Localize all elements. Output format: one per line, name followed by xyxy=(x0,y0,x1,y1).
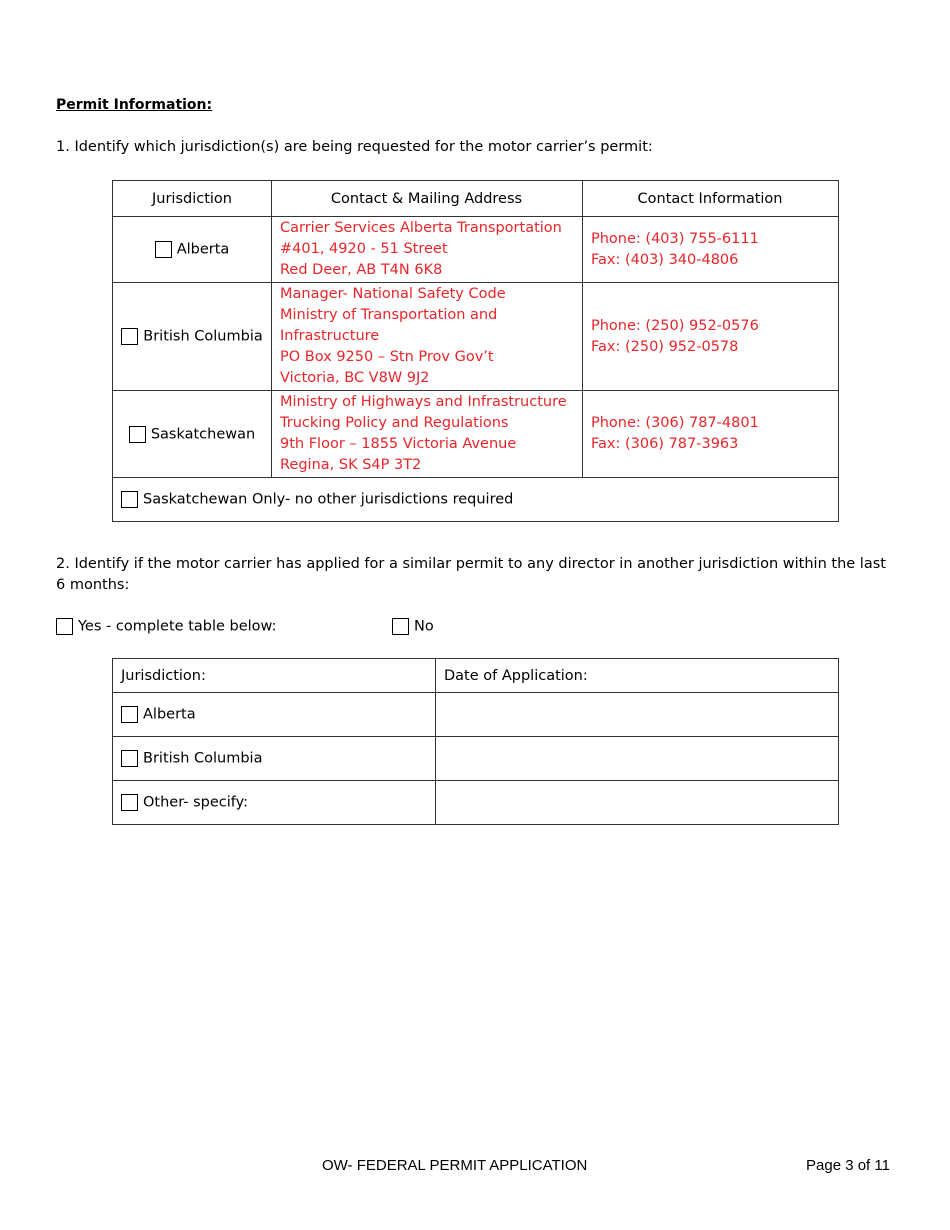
prior-application-table xyxy=(112,658,839,825)
contact-cell xyxy=(583,391,839,478)
address-line: Carrier Services Alberta Transportation xyxy=(280,220,562,236)
table-row xyxy=(113,217,839,283)
date-cell[interactable] xyxy=(436,693,839,737)
jurisdiction-cell xyxy=(113,781,436,825)
date-cell[interactable] xyxy=(436,737,839,781)
sask-only-cell xyxy=(113,478,839,522)
table-header-row xyxy=(113,659,839,693)
contact-cell xyxy=(583,283,839,391)
table-header-row xyxy=(113,181,839,217)
question-1: 1. Identify which jurisdiction(s) are being requested for the motor carrier’s permit: xyxy=(56,139,653,155)
saskatchewan-checkbox[interactable] xyxy=(129,426,146,443)
no-option xyxy=(392,618,434,635)
yes-checkbox[interactable] xyxy=(56,618,73,635)
saskatchewan-only-checkbox[interactable] xyxy=(121,491,138,508)
alberta-checkbox[interactable] xyxy=(155,241,172,258)
jurisdiction-cell xyxy=(113,283,272,391)
footer-title: OW- FEDERAL PERMIT APPLICATION xyxy=(322,1157,588,1174)
header-date: Date of Application: xyxy=(436,659,839,693)
jurisdiction-cell xyxy=(113,737,436,781)
address-cell xyxy=(272,283,583,391)
header-jurisdiction: Jurisdiction xyxy=(113,181,272,217)
yes-option xyxy=(56,618,277,635)
table-row xyxy=(113,781,839,825)
address-line: Victoria, BC V8W 9J2 xyxy=(280,370,430,386)
jurisdiction-cell xyxy=(113,217,272,283)
phone-text: Phone: (403) 755-6111 xyxy=(591,230,759,247)
checkbox-label: British Columbia xyxy=(143,328,263,345)
question-2: 2. Identify if the motor carrier has applied for a similar permit to any director in another jurisdiction within the last 6 months: xyxy=(56,556,886,593)
jurisdiction-cell xyxy=(113,693,436,737)
header-jurisdiction: Jurisdiction: xyxy=(113,659,436,693)
address-line: 9th Floor – 1855 Victoria Avenue xyxy=(280,436,517,452)
address-line: Ministry of Highways and Infrastructure xyxy=(280,394,567,410)
no-checkbox[interactable] xyxy=(392,618,409,635)
checkbox-label: Alberta xyxy=(176,241,230,258)
table-row xyxy=(113,478,839,522)
fax-text: Fax: (403) 340-4806 xyxy=(591,251,739,268)
yes-label: Yes - complete table below: xyxy=(78,618,277,635)
address-line: #401, 4920 - 51 Street xyxy=(280,241,448,257)
address-cell xyxy=(272,391,583,478)
checkbox-label: Other- specify: xyxy=(143,794,249,811)
jurisdiction-cell xyxy=(113,391,272,478)
table-row xyxy=(113,737,839,781)
address-line: Manager- National Safety Code xyxy=(280,286,506,302)
checkbox-label: Saskatchewan xyxy=(150,426,256,442)
header-contact: Contact Information xyxy=(583,181,839,217)
address-line: Trucking Policy and Regulations xyxy=(280,415,509,431)
header-address: Contact & Mailing Address xyxy=(272,181,583,217)
table-row xyxy=(113,693,839,737)
phone-text: Phone: (306) 787-4801 xyxy=(591,415,759,431)
checkbox-label: Saskatchewan Only- no other jurisdictions required xyxy=(143,491,514,508)
address-line: Ministry of Transportation and xyxy=(280,307,498,323)
no-label: No xyxy=(414,618,434,635)
address-line: PO Box 9250 – Stn Prov Gov’t xyxy=(280,349,494,365)
checkbox-label: British Columbia xyxy=(143,750,263,767)
alberta-checkbox[interactable] xyxy=(121,706,138,723)
table-row xyxy=(113,391,839,478)
fax-text: Fax: (306) 787-3963 xyxy=(591,436,739,452)
british-columbia-checkbox[interactable] xyxy=(121,750,138,767)
table-row xyxy=(113,283,839,391)
phone-text: Phone: (250) 952-0576 xyxy=(591,317,759,334)
footer-page-number: Page 3 of 11 xyxy=(806,1157,890,1174)
section-heading: Permit Information: xyxy=(56,97,213,113)
british-columbia-checkbox[interactable] xyxy=(121,328,138,345)
address-line: Infrastructure xyxy=(280,328,380,344)
address-cell xyxy=(272,217,583,283)
fax-text: Fax: (250) 952-0578 xyxy=(591,338,739,355)
date-cell[interactable] xyxy=(436,781,839,825)
contact-cell xyxy=(583,217,839,283)
jurisdiction-table xyxy=(112,180,839,522)
checkbox-label: Alberta xyxy=(143,706,196,723)
other-checkbox[interactable] xyxy=(121,794,138,811)
address-line: Regina, SK S4P 3T2 xyxy=(280,457,422,473)
address-line: Red Deer, AB T4N 6K8 xyxy=(280,262,443,278)
